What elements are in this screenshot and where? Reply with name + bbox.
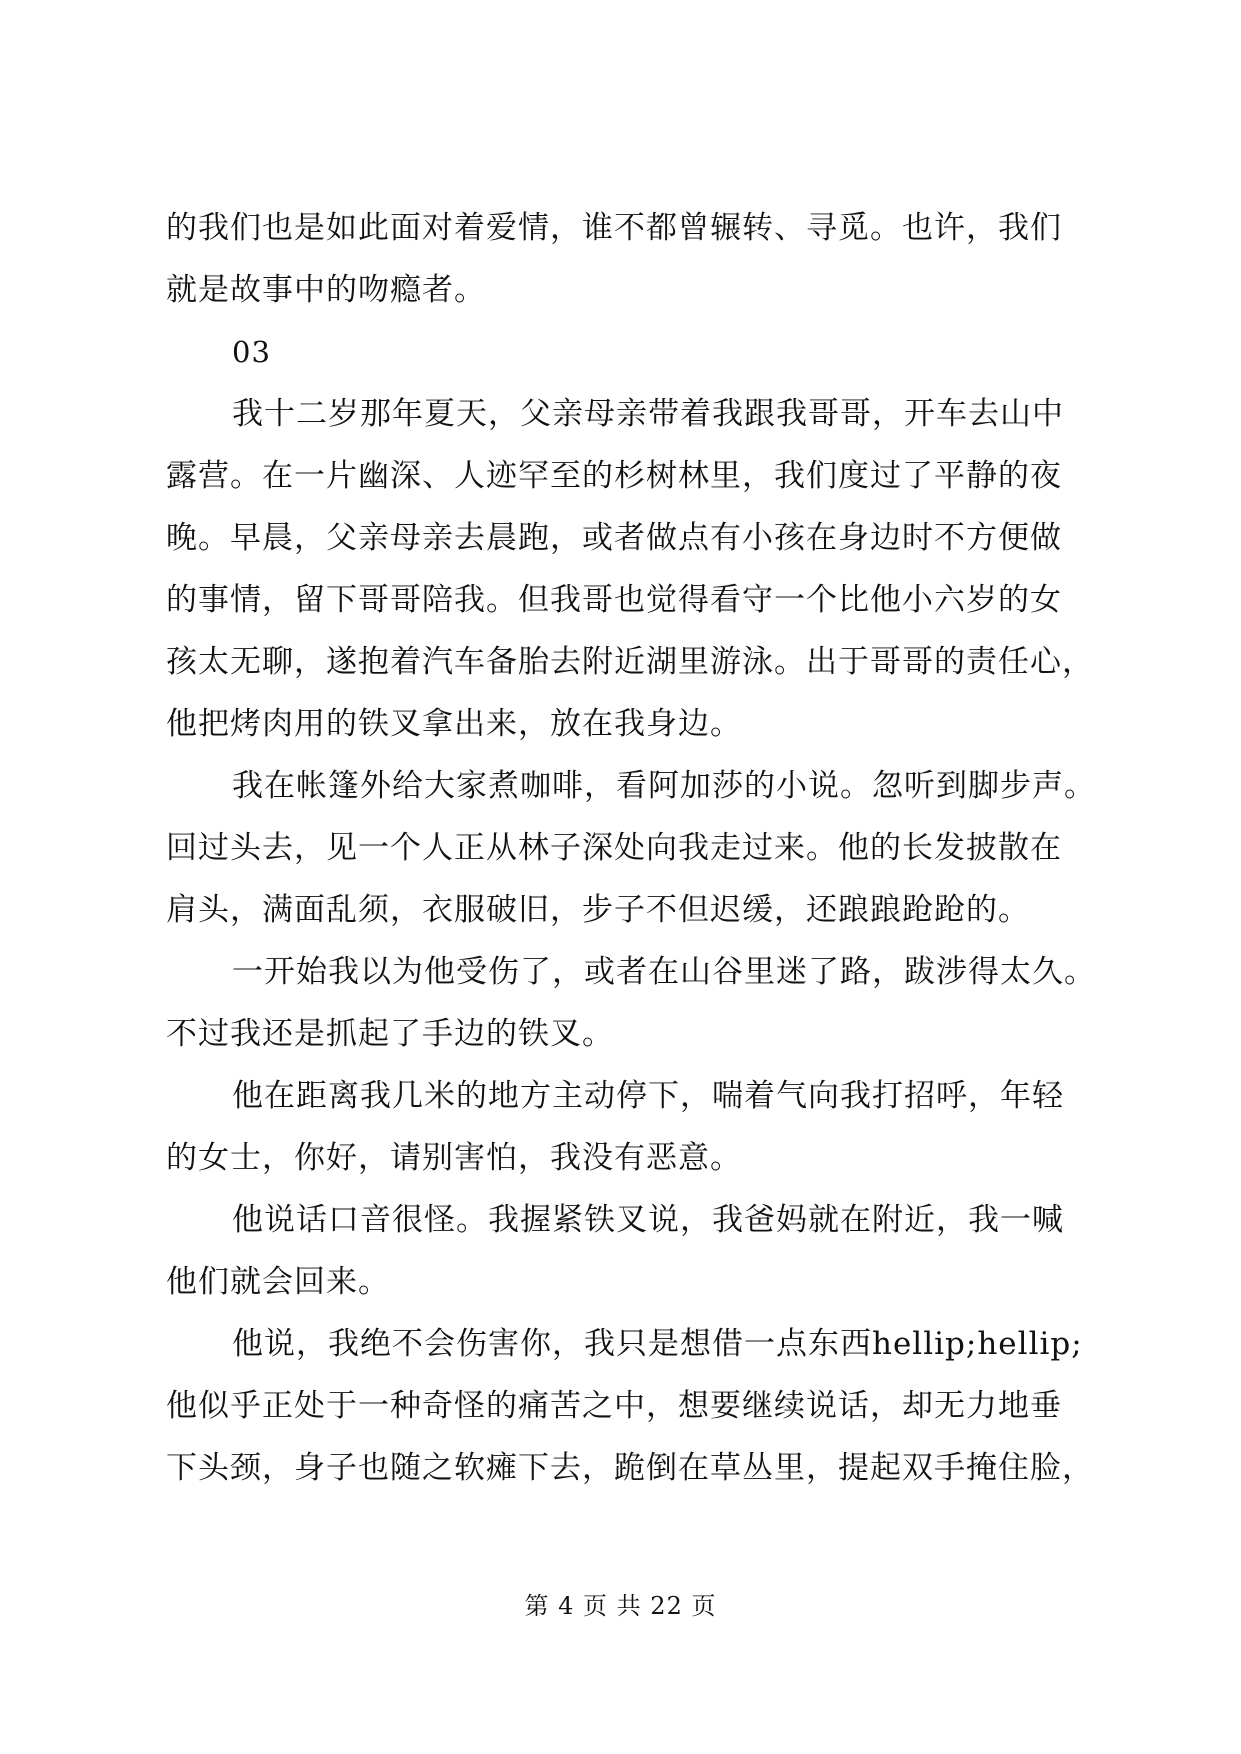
text-line: 下头颈，身子也随之软瘫下去，跪倒在草丛里，提起双手掩住脸， bbox=[166, 1450, 1094, 1486]
paragraph-first-line: 他说话口音很怪。我握紧铁叉说，我爸妈就在附近，我一喊 bbox=[232, 1202, 1064, 1238]
text-line: 不过我还是抓起了手边的铁叉。 bbox=[166, 1016, 614, 1052]
paragraph-first-line: 一开始我以为他受伤了，或者在山谷里迷了路，跋涉得太久。 bbox=[232, 954, 1096, 990]
text-line: 肩头，满面乱须，衣服破旧，步子不但迟缓，还踉踉跄跄的。 bbox=[166, 892, 1030, 928]
text-line: 露营。在一片幽深、人迹罕至的杉树林里，我们度过了平静的夜 bbox=[166, 458, 1062, 494]
section-number: 03 bbox=[232, 335, 271, 369]
text-line: 他把烤肉用的铁叉拿出来，放在我身边。 bbox=[166, 706, 742, 742]
paragraph-first-line: 我在帐篷外给大家煮咖啡，看阿加莎的小说。忽听到脚步声。 bbox=[232, 768, 1096, 804]
paragraph-first-line: 他说，我绝不会伤害你，我只是想借一点东西hellip;hellip; bbox=[232, 1326, 1083, 1362]
text-line: 晚。早晨，父亲母亲去晨跑，或者做点有小孩在身边时不方便做 bbox=[166, 520, 1062, 556]
text-line: 的我们也是如此面对着爱情，谁不都曾辗转、寻觅。也许，我们 bbox=[166, 210, 1062, 246]
text-line: 他们就会回来。 bbox=[166, 1264, 390, 1300]
paragraph-first-line: 他在距离我几米的地方主动停下，喘着气向我打招呼，年轻 bbox=[232, 1078, 1064, 1114]
page-footer: 第 4 页 共 22 页 bbox=[524, 1592, 717, 1620]
text-line: 就是故事中的吻瘾者。 bbox=[166, 272, 486, 308]
text-line: 孩太无聊，遂抱着汽车备胎去附近湖里游泳。出于哥哥的责任心， bbox=[166, 644, 1094, 680]
text-line: 回过头去，见一个人正从林子深处向我走过来。他的长发披散在 bbox=[166, 830, 1062, 866]
paragraph-first-line: 我十二岁那年夏天，父亲母亲带着我跟我哥哥，开车去山中 bbox=[232, 396, 1064, 432]
text-line: 他似乎正处于一种奇怪的痛苦之中，想要继续说话，却无力地垂 bbox=[166, 1388, 1062, 1424]
text-line: 的事情，留下哥哥陪我。但我哥也觉得看守一个比他小六岁的女 bbox=[166, 582, 1062, 618]
text-line: 的女士，你好，请别害怕，我没有恶意。 bbox=[166, 1140, 742, 1176]
